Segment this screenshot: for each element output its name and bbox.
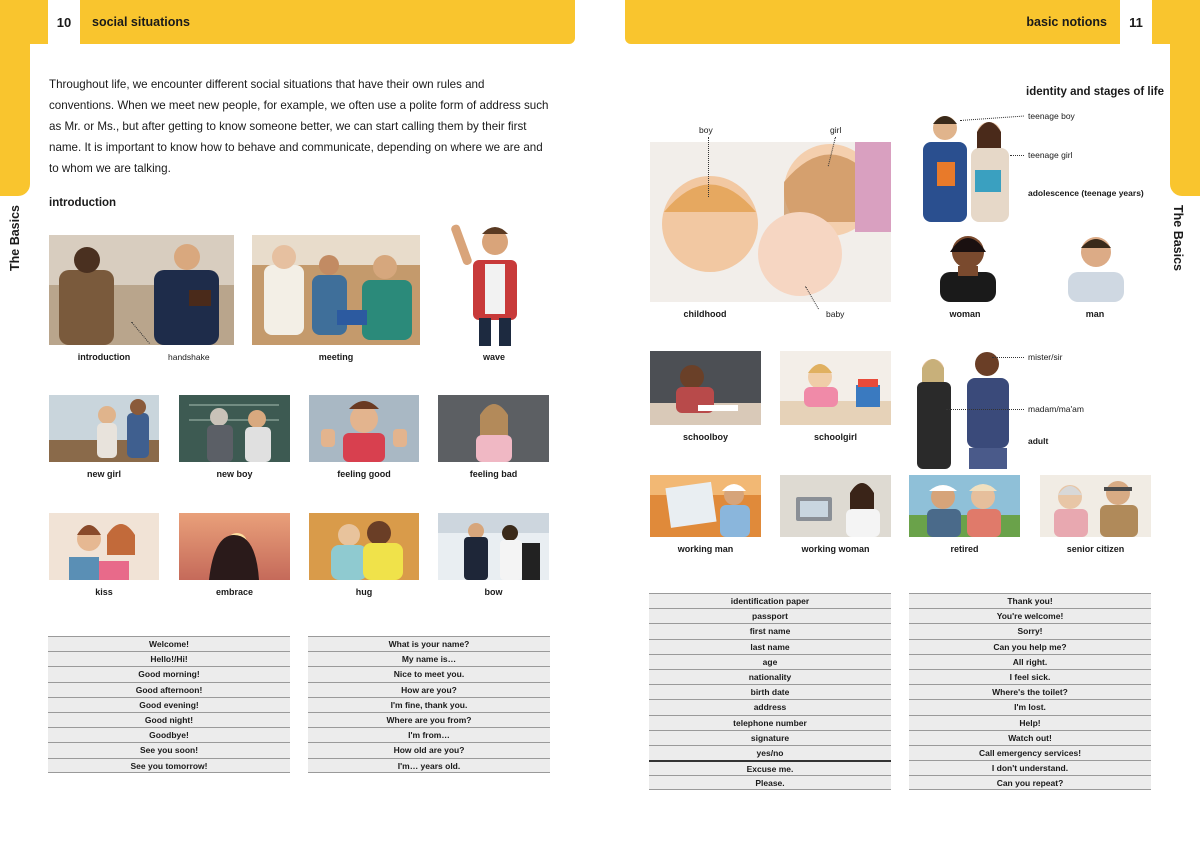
photo-working-man [650, 475, 761, 537]
leader-mister [992, 357, 1024, 358]
caption-working-man: working man [677, 544, 734, 554]
left-page-number: 10 [48, 0, 80, 44]
label-teenage-boy: teenage boy [1028, 111, 1075, 121]
table-row: How old are you? [308, 742, 550, 757]
caption-retired: retired [950, 544, 979, 554]
right-header-band [625, 0, 1200, 44]
right-side-strip [1170, 0, 1200, 196]
photo-man [1040, 228, 1150, 302]
leader-teenage-girl [1010, 155, 1024, 156]
table-row: Goodbye! [48, 727, 290, 742]
table-row: How are you? [308, 682, 550, 697]
photo-adult [909, 352, 1019, 469]
table-row: I'm from… [308, 727, 550, 742]
photo-schoolgirl [780, 351, 891, 425]
table-row: Sorry! [909, 623, 1151, 638]
leader-boy [708, 137, 709, 197]
table-row: identification paper [649, 593, 891, 608]
caption-adolescence: adolescence (teenage years) [1028, 188, 1144, 198]
photo-wave [445, 218, 540, 346]
table-row: Welcome! [48, 636, 290, 651]
table-row: Can you help me? [909, 639, 1151, 654]
table-row: Please. [649, 775, 891, 790]
table-row: See you soon! [48, 742, 290, 757]
label-teenage-girl: teenage girl [1028, 150, 1073, 160]
table-row: I'm… years old. [308, 758, 550, 773]
photo-embrace [179, 513, 290, 580]
table-row: first name [649, 623, 891, 638]
table-row: See you tomorrow! [48, 758, 290, 773]
photo-kiss [49, 513, 159, 580]
phrases-table-greetings [48, 636, 290, 773]
label-baby: baby [826, 309, 845, 319]
caption-working-woman: working woman [801, 544, 870, 554]
caption-woman: woman [949, 309, 981, 319]
photo-new-boy [179, 395, 290, 462]
table-row: Help! [909, 715, 1151, 730]
left-side-label: The Basics [8, 204, 22, 272]
table-row: I don't understand. [909, 760, 1151, 775]
table-row: passport [649, 608, 891, 623]
table-row: signature [649, 730, 891, 745]
photo-childhood [650, 142, 891, 302]
caption-introduction: introduction [77, 352, 131, 362]
left-side-strip [0, 0, 30, 196]
photo-woman [910, 228, 1020, 302]
photo-senior-citizen [1040, 475, 1151, 537]
table-row: Hello!/Hi! [48, 651, 290, 666]
caption-kiss: kiss [95, 587, 113, 597]
section-title-introduction: introduction [49, 197, 117, 209]
table-row: birth date [649, 684, 891, 699]
photo-hug [309, 513, 419, 580]
caption-schoolgirl: schoolgirl [813, 432, 857, 442]
table-row: telephone number [649, 715, 891, 730]
table-row: I feel sick. [909, 669, 1151, 684]
photo-retired [909, 475, 1020, 537]
photo-adolescence [909, 110, 1020, 222]
label-madam: madam/ma'am [1028, 404, 1084, 414]
vocab-table-phrases [909, 593, 1151, 790]
caption-bow: bow [484, 587, 503, 597]
table-row: Where's the toilet? [909, 684, 1151, 699]
table-row: age [649, 654, 891, 669]
photo-feeling-good [309, 395, 419, 462]
caption-new-boy: new boy [216, 469, 253, 479]
caption-man: man [1085, 309, 1105, 319]
table-row: All right. [909, 654, 1151, 669]
right-header-title: basic notions [1026, 15, 1107, 29]
right-side-label: The Basics [1171, 204, 1185, 272]
caption-feeling-good: feeling good [337, 469, 391, 479]
table-row: Thank you! [909, 593, 1151, 608]
caption-wave: wave [482, 352, 506, 362]
label-mister: mister/sir [1028, 352, 1063, 362]
label-boy: boy [699, 125, 713, 135]
table-row: Good morning! [48, 666, 290, 681]
left-header-band [0, 0, 575, 44]
caption-childhood: childhood [683, 309, 727, 319]
table-row: yes/no [649, 745, 891, 760]
table-row: last name [649, 639, 891, 654]
photo-bow [438, 513, 549, 580]
table-row: Good afternoon! [48, 682, 290, 697]
leader-madam [946, 409, 1024, 410]
caption-feeling-bad: feeling bad [469, 469, 518, 479]
table-row: address [649, 699, 891, 714]
photo-schoolboy [650, 351, 761, 425]
table-row: You're welcome! [909, 608, 1151, 623]
photo-meeting [252, 235, 420, 345]
table-row: Call emergency services! [909, 745, 1151, 760]
caption-hug: hug [355, 587, 373, 597]
table-row: Can you repeat? [909, 775, 1151, 790]
left-header-title: social situations [92, 15, 190, 29]
caption-adult: adult [1028, 436, 1049, 446]
caption-meeting: meeting [318, 352, 354, 362]
intro-paragraph: Throughout life, we encounter different social situations that have their own rules and conventions. When we meet new people, for example, we often use a polite form of address such as Mr. or Ms., but after getting to know someone better, we can start calling them by their first name. It is important to know how to behave and communicate, depending on where we are and to whom we are talking. [49, 78, 549, 175]
caption-new-girl: new girl [86, 469, 121, 479]
label-girl: girl [830, 125, 842, 135]
section-title-identity: identity and stages of life [1026, 86, 1165, 98]
table-row: Where are you from? [308, 712, 550, 727]
table-row: My name is… [308, 651, 550, 666]
label-handshake: handshake [168, 352, 210, 362]
vocab-table-identity [649, 593, 891, 790]
caption-senior-citizen: senior citizen [1066, 544, 1125, 554]
table-row: I'm fine, thank you. [308, 697, 550, 712]
photo-introduction [49, 235, 234, 345]
table-row: Excuse me. [649, 760, 891, 775]
table-row: Nice to meet you. [308, 666, 550, 681]
photo-feeling-bad [438, 395, 549, 462]
caption-embrace: embrace [215, 587, 254, 597]
phrases-table-questions [308, 636, 550, 773]
table-row: Good night! [48, 712, 290, 727]
photo-working-woman [780, 475, 891, 537]
table-row: What is your name? [308, 636, 550, 651]
table-row: Watch out! [909, 730, 1151, 745]
caption-schoolboy: schoolboy [682, 432, 728, 442]
table-row: I'm lost. [909, 699, 1151, 714]
table-row: nationality [649, 669, 891, 684]
right-page-number: 11 [1120, 0, 1152, 44]
table-row: Good evening! [48, 697, 290, 712]
photo-new-girl [49, 395, 159, 462]
